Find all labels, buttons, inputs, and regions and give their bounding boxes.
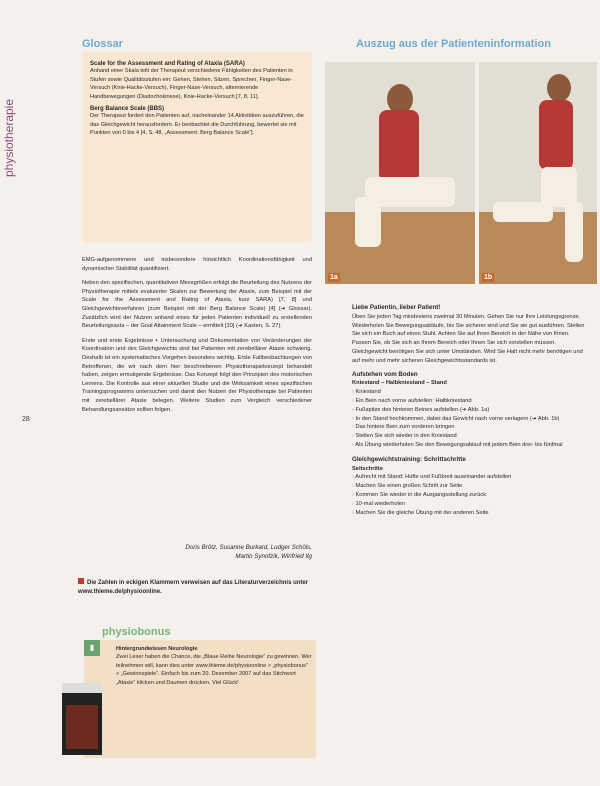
article-paragraph: Erste und erste Ergebnisse ▪ Untersuchung und Dokumentation von Veränderungen der Koordination und des Gleichgewichts sind bei Patienten mit zerebellärer Ataxie schwierig. Deshalb ist ein systematisches Vorgehen besonders wichtig. Erste Fallbeobachtungen von Betroffenen, die wir nach dem hier beschriebenen Physiotherapiekonzept behandelt haben, zeigen ermutigende Ergebnisse. Das Konzept folgt den Prinzipien des motorischen Lernens. Die Kontrolle aus einer aktuellen Studie und die Wirksamkeit eines spezifischen Trainingsprogramms untersuchen und damit den Nutzen der Physiotherapie bei Patienten mit zerebellärer Ataxie belegen. Weitere Studien zum Vergleich verschiedener Behandlungsansätze sollten folgen. (82, 337, 312, 413)
glossar-definition: Der Therapeut fordert den Patienten auf, nacheinander 14 Aktivitäten auszuführen, die das Gleichgewicht herausfordern. Er beobachtet die Durchführung, bewertet sie mit Punkten von 0 bis 4 [4, S. 48, „Assessment: Berg Balance Scale“]. (90, 113, 304, 136)
exercise-subheading: Kniestand – Halbkniestand – Stand (352, 380, 447, 387)
exercise-steps (352, 473, 588, 517)
section-label-text: physiotherapie (2, 98, 17, 178)
figure-label: 1b (484, 274, 493, 281)
article-paragraph: EMG-aufgenommene und insbesondere hinsichtlich Koordinationsfähigkeit und dynamischer Stabilität quantifiziert. (82, 257, 312, 272)
glossar-term: Berg Balance Scale (BBS) (90, 106, 165, 112)
author-line: Martin Synofzik, Winfried Ilg (235, 553, 312, 560)
book-icon: ▮ (84, 640, 100, 656)
literature-note-text: Die Zahlen in eckigen Klammern verweisen auf das Literaturverzeichnis unter www.thieme.de/physioonline. (78, 580, 309, 595)
exercise-photo-1b (479, 62, 597, 284)
exercise-heading: Gleichgewichtstraining: Schrittschritte (352, 455, 466, 463)
patient-info-text (352, 304, 588, 523)
patient-intro: Üben Sie jeden Tag mindestens zweimal 30 Minuten. Gehen Sie nur Ihre Leistungsgrenze. Wiederholen Sie Bewegungsabläufe, bis Sie sicherer sind und Sie sie gut ausführen. Stellen Sie sich ein Buch auf einen Stuhl. Achten Sie auf Ihren Bereich in der Nähe von Ihnen. Passen Sie, ob Sie sich an Ihrem Bereich oder Ihnen Sie sich vorstellen müssen. Gleichgewicht benötigen Sie sich unter Umständen. Wird Sie Halt nicht mehr benötigen und auf mehr und mehr sicheren Gleichgewichtsstandards ist. (352, 313, 585, 364)
patient-greeting: Liebe Patientin, lieber Patient! (352, 304, 441, 311)
list-item: › Stellen Sie sich wieder in den Kniestand (352, 432, 588, 441)
exercise-steps (352, 388, 588, 450)
physiobonus-subheading: Hintergrundwissen Neurologie (116, 646, 198, 652)
glossar-definition: Anhand einer Skala teilt der Therapeut verschiedene Fähigkeiten des Patienten in Stufen sowie Qualitätsstufen ein: Gehen, Stehen, Sitzen, Sprechen, Finger-Nase-Versuch (Knie-Hacke-Versuch), Finger-Nase-Versuch, alternierende Handbewegungen (Diadochokinese), Knie-Hacke-Versuch [7, 8, 11]. (90, 68, 293, 100)
list-item: › 10-mal wiederholen (352, 500, 588, 509)
patient-info-heading: Auszug aus der Patienteninformation (356, 38, 551, 50)
author-line: Doris Brötz, Susanne Burkard, Ludger Schöls, (185, 544, 312, 551)
physiobonus-heading: physiobonus (102, 626, 171, 638)
book-cover-image (62, 683, 102, 755)
exercise-heading: Aufstehen vom Boden (352, 370, 418, 378)
exercise-photo-1a (325, 62, 475, 284)
physiobonus-body: Zwei Leser haben die Chance, die „Blaue Reihe Neurologie“ zu gewinnen. Wer teilnehmen will, kann dies unter www.thieme.de/physioonline > „physiobonus“ > „Gewinnspiele“. Einfach bis zum 20. Dezember 2007 auf das Stichwort „Ataxie“ klicken und Daumen drücken. Viel Glück! (116, 654, 312, 686)
physiobonus-text (116, 645, 312, 687)
list-item: › Als Übung wiederholen Sie den Bewegungsablauf mit jedem Bein drei- bis fünfmal (352, 441, 588, 450)
exercise-subheading: Seitschritte (352, 465, 383, 472)
list-item: › Machen Sie die gleiche Übung mit der anderen Seite (352, 509, 588, 518)
literature-note (78, 578, 314, 597)
note-marker (78, 578, 84, 584)
author-list (150, 543, 312, 561)
page-number: 28 (22, 416, 30, 423)
glossar-box (82, 52, 312, 242)
list-item: › Kniestand (352, 388, 588, 397)
article-paragraph: Neben den spezifischen, quantitativen Messgrößen erfolgt die Beurteilung des Nutzens der Physiotherapie mittels evaluierter Skalen zur Bewertung der Ataxie, zum Beispiel mit der Scale for the Assessment and Rating of Ataxia, kurz SARA) [7, 8] und Gleichgewichtsverfahren (zum Beispiel mit der Berg Balance Scale) [4] (➔ Glossar). Zusätzlich wird der Nutzen anhand eines für jeden Patienten individuell zu erstellenden Beurteilungsasta – der Goal Attainment Scale – ermittelt [10] (➔ Kasten, S. 27). (82, 280, 312, 330)
list-item: › Kommen Sie wieder in die Ausgangsstellung zurück (352, 491, 588, 500)
list-item: › Machen Sie einen großen Schritt zur Seite (352, 482, 588, 491)
list-item: › Ein Bein nach vorne aufstellen: Halbkniestand (352, 397, 588, 406)
figure-label: 1a (330, 274, 338, 281)
article-body (82, 256, 312, 420)
list-item: › In den Stand hochkommen, dabei das Gewicht nach vorne verlagern (➔ Abb. 1b) (352, 415, 588, 424)
section-label (4, 95, 22, 185)
list-item: › Das hintere Bein zum vorderen bringen (352, 423, 588, 432)
glossar-heading: Glossar (82, 38, 123, 50)
list-item: › Aufrecht mit Stand: Hüfte und Fußbreit auseinander aufstellen (352, 473, 588, 482)
list-item: › Fußspitze des hinteren Beines aufstellen (➔ Abb. 1a) (352, 406, 588, 415)
glossar-term: Scale for the Assessment and Rating of Ataxia (SARA) (90, 61, 245, 67)
